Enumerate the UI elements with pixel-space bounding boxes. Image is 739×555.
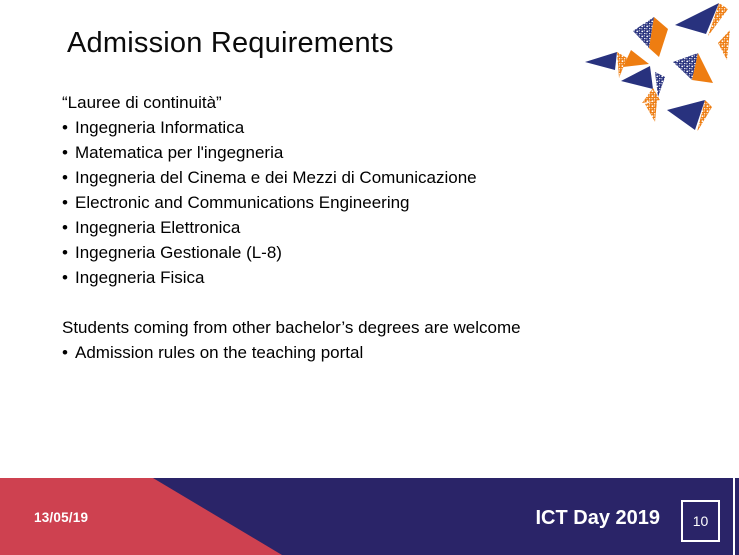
bullet-item (62, 165, 682, 190)
bullet-item (62, 265, 682, 290)
bullet-item (62, 340, 682, 365)
bullet-item (62, 140, 682, 165)
bullet-marker: • (62, 193, 68, 212)
spacer-line (62, 290, 682, 315)
bullet-item (62, 240, 682, 265)
bullet-item (62, 115, 682, 140)
bullet-item (62, 190, 682, 215)
bullet-marker: • (62, 143, 68, 162)
note-line: Students coming from other bachelor’s degrees are welcome (62, 318, 521, 337)
bullet-marker: • (62, 118, 68, 137)
bullet-marker: • (62, 268, 68, 287)
bullet-text: Ingegneria Informatica (75, 118, 245, 137)
slide-title: Admission Requirements (67, 27, 394, 59)
footer-date: 13/05/19 (34, 510, 89, 525)
bullet-text: Ingegneria Elettronica (75, 218, 241, 237)
footer-event-title: ICT Day 2019 (535, 507, 660, 529)
bullet-text: Ingegneria Fisica (75, 268, 205, 287)
slide-body (62, 90, 682, 365)
bullet-marker: • (62, 343, 68, 362)
bullet-text: Admission rules on the teaching portal (75, 343, 364, 362)
bullet-text: Matematica per l'ingegneria (75, 143, 284, 162)
page-number: 10 (692, 513, 709, 529)
bullet-item (62, 215, 682, 240)
bullet-text: Ingegneria Gestionale (L-8) (75, 243, 282, 262)
page-number-box (681, 500, 720, 542)
bullet-marker: • (62, 168, 68, 187)
bullet-marker: • (62, 218, 68, 237)
bullet-marker: • (62, 243, 68, 262)
bullet-text: Ingegneria del Cinema e dei Mezzi di Comunicazione (75, 168, 477, 187)
intro-line: “Lauree di continuità” (62, 93, 222, 112)
bullet-text: Electronic and Communications Engineering (75, 193, 410, 212)
slide-footer (0, 478, 739, 555)
